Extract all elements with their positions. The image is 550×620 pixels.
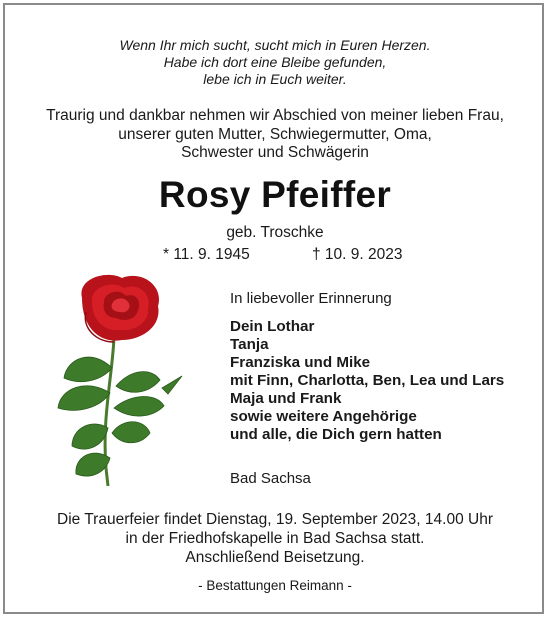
- intro-text: [0, 107, 550, 163]
- intro-line-2: unserer guten Mutter, Schwiegermutter, Oma,: [118, 125, 432, 143]
- mourner-2: Tanja: [230, 336, 269, 353]
- service-line-1: Die Trauerfeier findet Dienstag, 19. September 2023, 14.00 Uhr: [57, 511, 493, 528]
- memory-line: In liebevoller Erinnerung: [230, 290, 392, 307]
- mourner-5: Maja und Frank: [230, 390, 342, 407]
- rose-image: [52, 268, 202, 488]
- maiden-name: geb. Troschke: [226, 224, 324, 241]
- poem-line-2: Habe ich dort eine Bleibe gefunden,: [163, 54, 387, 70]
- service-line-2: in der Friedhofskapelle in Bad Sachsa statt.: [125, 530, 425, 547]
- mourner-1: Dein Lothar: [230, 318, 315, 335]
- birth-date: * 11. 9. 1945: [163, 246, 250, 263]
- mourner-3: Franziska und Mike: [230, 354, 371, 371]
- undertaker: - Bestattungen Reimann -: [198, 578, 352, 593]
- place: Bad Sachsa: [230, 470, 311, 487]
- poem: [0, 37, 550, 88]
- intro-line-1: Traurig und dankbar nehmen wir Abschied von meiner lieben Frau,: [46, 107, 504, 124]
- mourner-6: sowie weitere Angehörige: [230, 408, 417, 425]
- death-date: † 10. 9. 2023: [312, 246, 403, 263]
- mourner-4: mit Finn, Charlotta, Ben, Lea und Lars: [230, 372, 505, 389]
- mourner-7: und alle, die Dich gern hatten: [230, 426, 442, 443]
- poem-line-1: Wenn Ihr mich sucht, sucht mich in Euren Herzen.: [119, 37, 431, 53]
- deceased-name: Rosy Pfeiffer: [158, 174, 392, 215]
- service-line-3: Anschließend Beisetzung.: [185, 549, 365, 566]
- mourners-list: [230, 318, 504, 444]
- poem-line-3: lebe ich in Euch weiter.: [203, 71, 347, 87]
- service-info: [0, 510, 550, 567]
- intro-line-3: Schwester und Schwägerin: [181, 144, 369, 161]
